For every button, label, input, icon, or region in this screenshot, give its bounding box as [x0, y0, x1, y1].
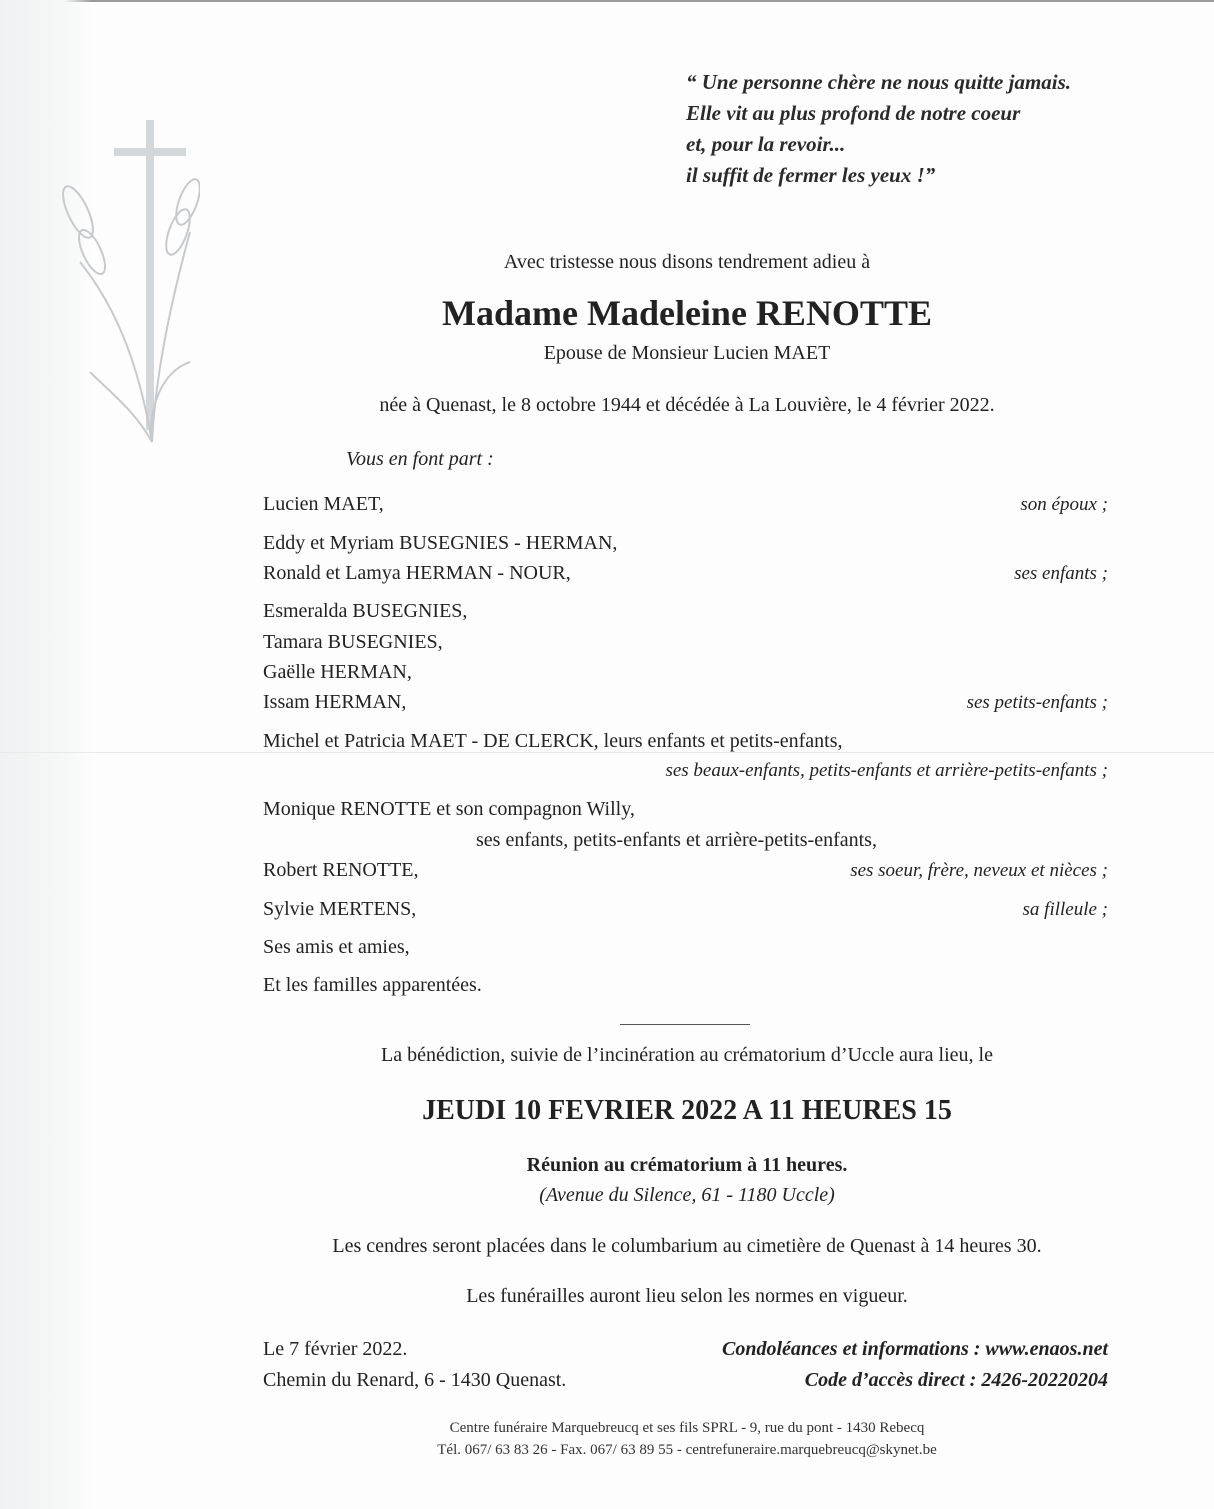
funeral-home-line-2: Tél. 067/ 63 83 26 - Fax. 067/ 63 89 55 - centrefuneraire.marquebreucq@skynet.be: [437, 1442, 937, 1458]
family-line: Eddy et Myriam BUSEGNIES - HERMAN,: [263, 532, 618, 554]
meeting-info: Réunion au crématorium à 11 heures.: [526, 1154, 848, 1176]
quote-line-4: il suffit de fermer les yeux !”: [686, 163, 936, 187]
relation-label: ses soeur, frère, neveux et nièces ;: [850, 860, 1108, 881]
family-line: Tamara BUSEGNIES,: [263, 631, 443, 653]
family-line: Ronald et Lamya HERMAN - NOUR,: [263, 562, 571, 584]
intro-text: Avec tristesse nous disons tendrement adieu à: [503, 251, 871, 273]
relation-label: ses petits-enfants ;: [966, 692, 1108, 713]
quote-line-2: Elle vit au plus profond de notre coeur: [686, 101, 1021, 125]
separator-line: [620, 1024, 750, 1025]
ashes-info: Les cendres seront placées dans le columbarium au cimetière de Quenast à 14 heures 30.: [332, 1235, 1042, 1257]
spouse-line: Epouse de Monsieur Lucien MAET: [543, 342, 831, 364]
quote-line-3: et, pour la revoir...: [686, 132, 846, 156]
ceremony-datetime: JEUDI 10 FEVRIER 2022 A 11 HEURES 15: [422, 1095, 952, 1126]
relation-label: ses beaux-enfants, petits-enfants et arrière-petits-enfants ;: [665, 760, 1108, 781]
condolences-link[interactable]: Condoléances et informations : www.enaos.net: [722, 1338, 1108, 1360]
ceremony-intro: La bénédiction, suivie de l’incinération au crématorium d’Uccle aura lieu, le: [381, 1044, 993, 1066]
norms-info: Les funérailles auront lieu selon les normes en vigueur.: [466, 1285, 908, 1307]
family-line: Lucien MAET,: [263, 493, 384, 515]
birth-death-line: née à Quenast, le 8 octobre 1944 et décédée à La Louvière, le 4 février 2022.: [379, 394, 995, 416]
crematorium-address: (Avenue du Silence, 61 - 1180 Uccle): [539, 1184, 835, 1206]
deceased-name: Madame Madeleine RENOTTE: [442, 293, 932, 333]
family-line: ses enfants, petits-enfants et arrière-petits-enfants,: [476, 829, 877, 851]
family-line: Sylvie MERTENS,: [263, 898, 417, 920]
family-line: Esmeralda BUSEGNIES,: [263, 600, 468, 622]
family-line: Michel et Patricia MAET - DE CLERCK, leurs enfants et petits-enfants,: [263, 730, 843, 752]
family-line: Robert RENOTTE,: [263, 859, 419, 881]
family-line: Monique RENOTTE et son compagnon Willy,: [263, 798, 635, 820]
relation-label: son époux ;: [1020, 494, 1108, 515]
funeral-home-line-1: Centre funéraire Marquebreucq et ses fils SPRL - 9, rue du pont - 1430 Rebecq: [449, 1420, 925, 1436]
family-address: Chemin du Renard, 6 - 1430 Quenast.: [263, 1369, 567, 1391]
relation-label: sa filleule ;: [1022, 899, 1108, 920]
closing-date: Le 7 février 2022.: [263, 1338, 408, 1360]
access-code: Code d’accès direct : 2426-20220204: [804, 1369, 1108, 1391]
family-line: Issam HERMAN,: [263, 691, 407, 713]
family-line: Et les familles apparentées.: [263, 974, 482, 996]
paper-fold-line: [0, 752, 1214, 753]
family-line: Gaëlle HERMAN,: [263, 661, 412, 683]
relation-label: ses enfants ;: [1014, 563, 1108, 584]
top-border: [0, 0, 1214, 2]
cross-icon: [114, 120, 186, 430]
family-line: Ses amis et amies,: [263, 936, 410, 958]
quote-line-1: “ Une personne chère ne nous quitte jamais.: [686, 70, 1072, 94]
announce-label: Vous en font part :: [346, 448, 494, 470]
